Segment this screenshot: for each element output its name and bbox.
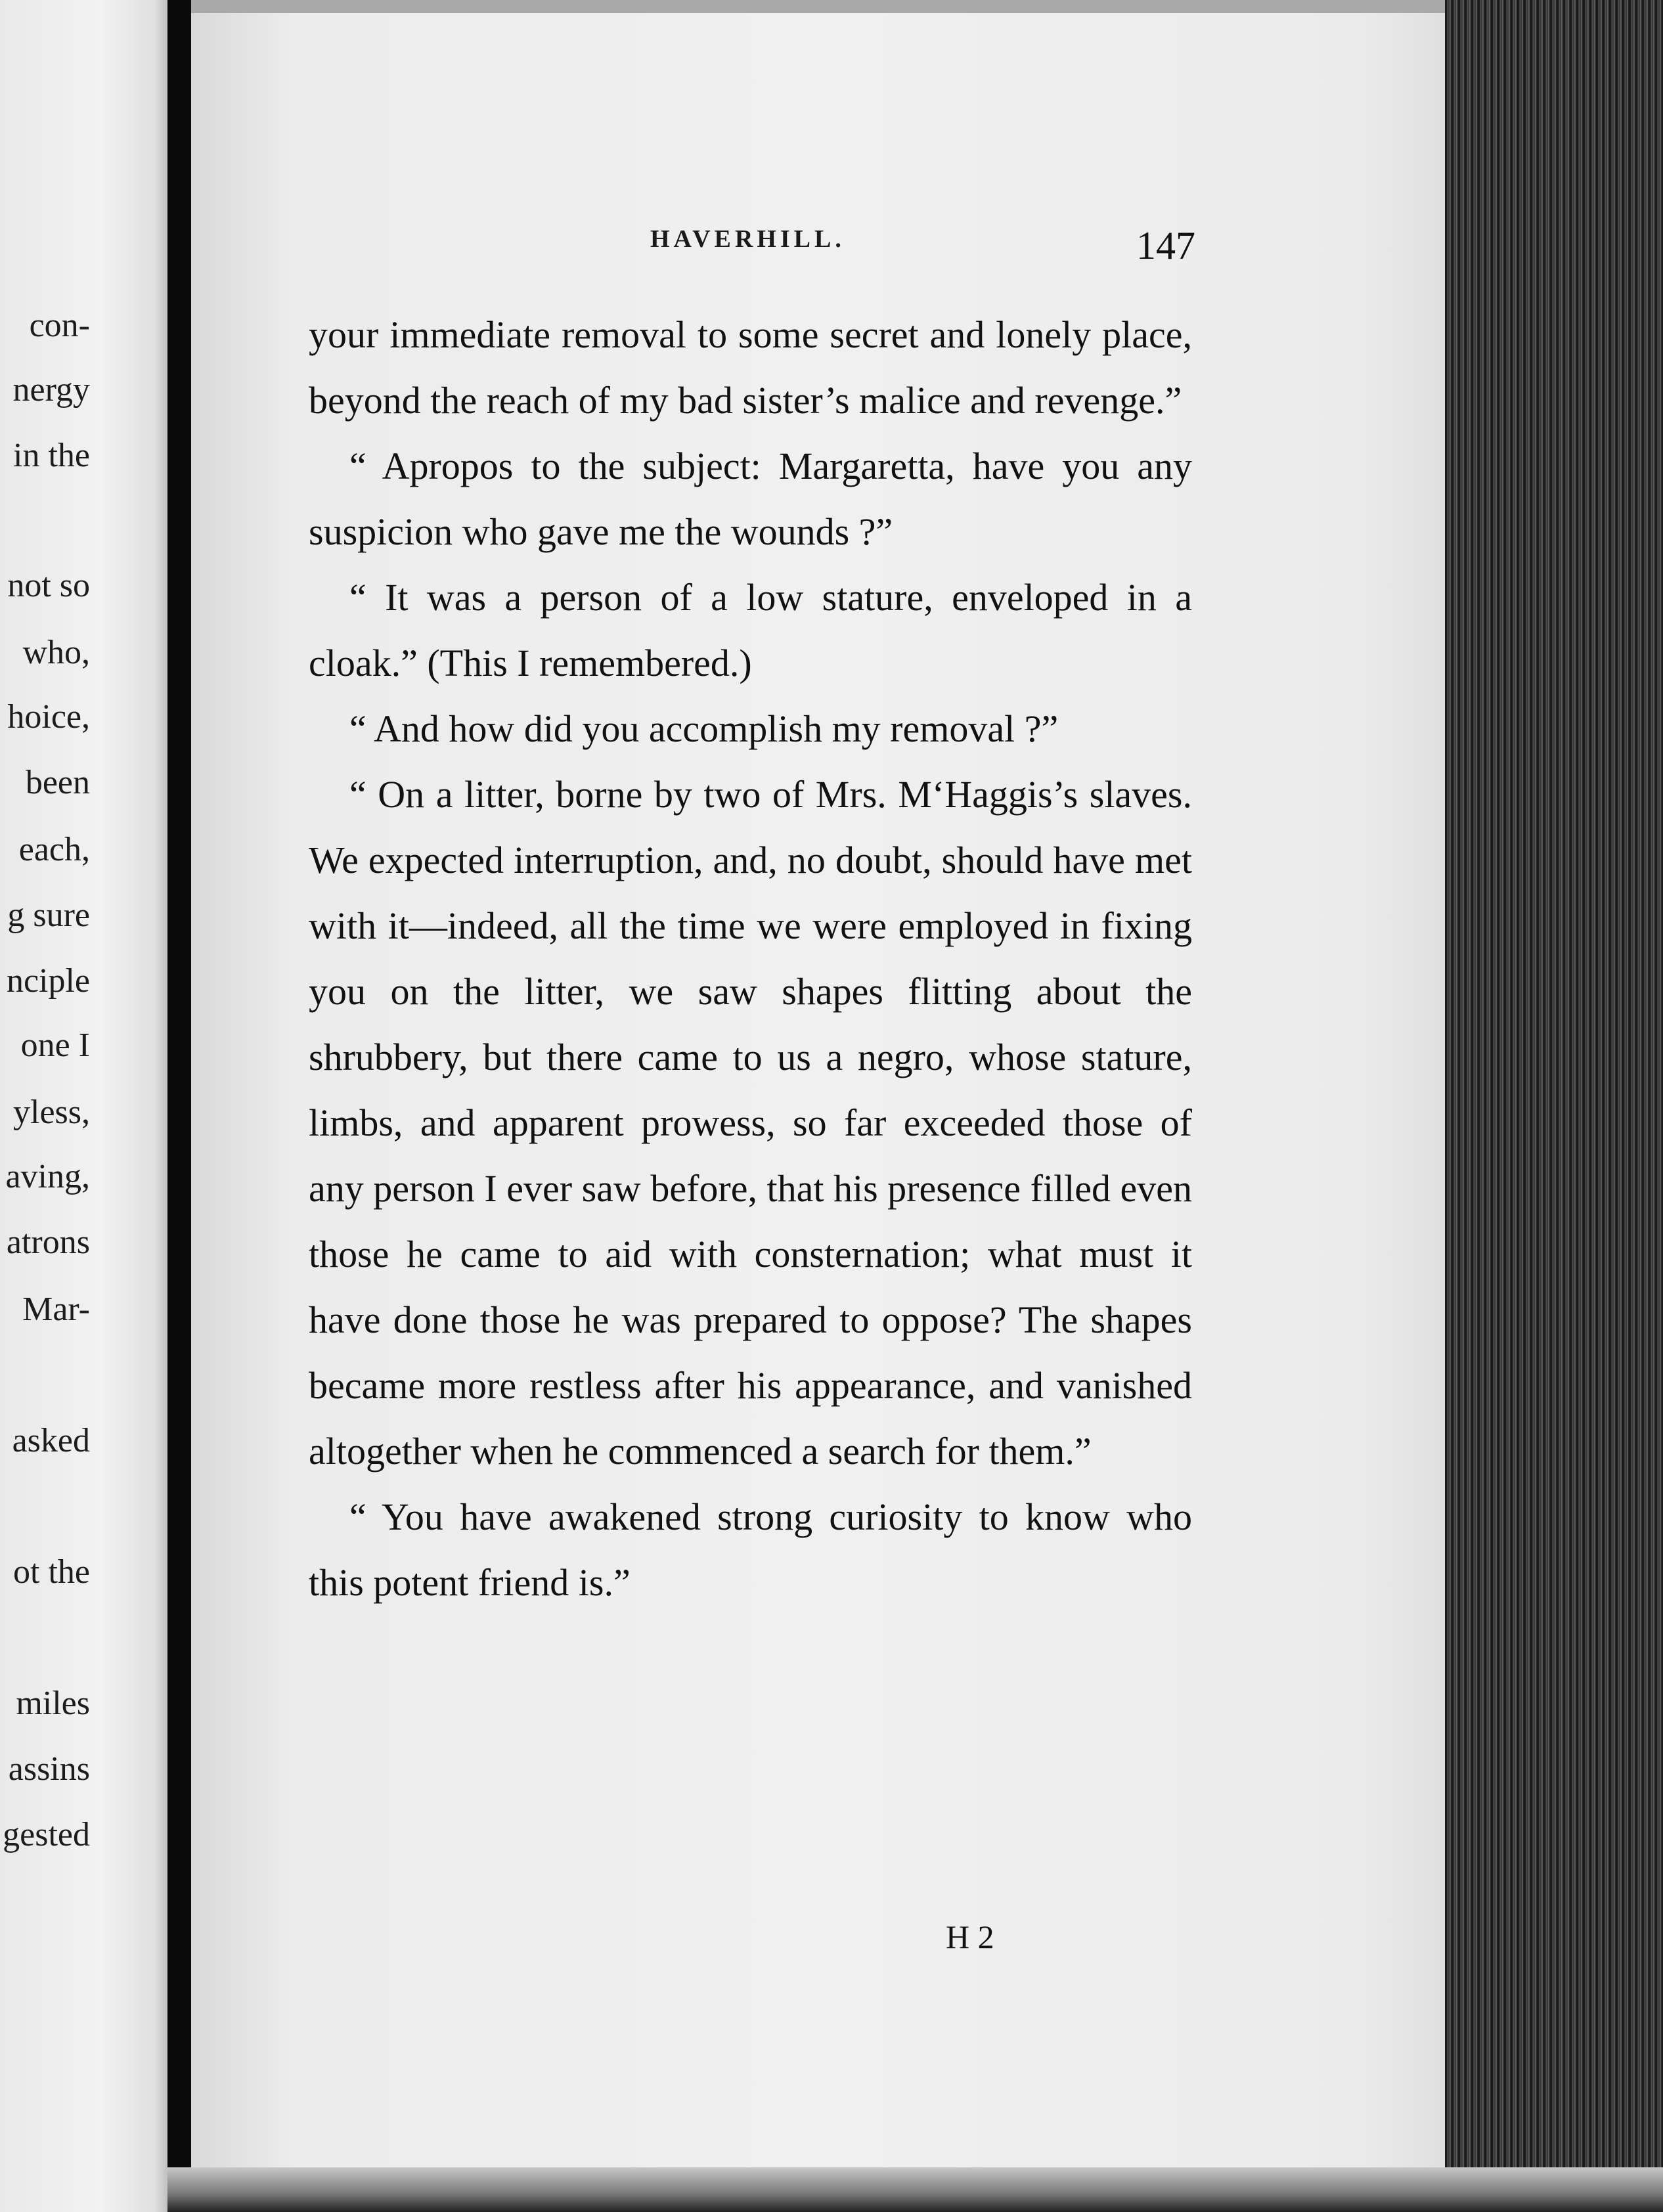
paragraph: “ Apropos to the subject: Margaretta, have you any suspicion who gave me the wounds ?” (309, 445, 1192, 553)
left-fragment: in the (13, 437, 90, 474)
scan-bottom-edge (167, 2167, 1663, 2212)
left-fragment: assins (8, 1750, 90, 1788)
left-fragment: g sure (7, 896, 90, 934)
signature-mark: H 2 (946, 1918, 994, 1955)
left-fragment: miles (16, 1685, 90, 1722)
left-fragment: con- (29, 307, 90, 344)
running-head: HAVERHILL. (650, 225, 845, 253)
left-fragment: been (25, 764, 90, 801)
left-fragment: nciple (6, 962, 90, 1000)
binding-gutter (167, 0, 191, 2212)
left-fragment: atrons (6, 1224, 90, 1261)
paragraph: “ You have awakened strong curiosity to know who this potent friend is.” (309, 1495, 1192, 1604)
paragraph: “ And how did you accomplish my removal ?” (349, 707, 1059, 750)
paragraph: “ On a litter, borne by two of Mrs. M‘Haggis’s slaves. We expected interruption, and, no doubt, should have met with it—indeed, all the time we were employed in fixing you on the litter, we saw shapes flitting about the shrubbery, but there came to us a negro, whose stature, limbs, and apparent prowess, so far exceeded those of any person I ever saw before, that his presence filled even those he came to aid with consternation; what must it have done those he was prepared to oppose? The shapes became more restless after his appearance, and vanished altogether when he commenced a search for them.” (309, 773, 1192, 1472)
paragraph: “ It was a person of a low stature, enveloped in a cloak.” (This I remembered.) (309, 576, 1192, 684)
left-fragment: each, (18, 831, 90, 868)
left-fragment: yless, (13, 1094, 90, 1131)
left-fragment: not so (7, 567, 90, 604)
left-page-fragment (0, 0, 167, 2212)
left-fragment: one I (20, 1027, 90, 1064)
left-fragment: asked (12, 1422, 90, 1459)
left-fragment: aving, (5, 1158, 90, 1195)
left-fragment: ot the (13, 1553, 90, 1591)
left-fragment: hoice, (7, 698, 90, 736)
left-fragment: Mar- (22, 1291, 90, 1328)
left-fragment: nergy (12, 371, 90, 409)
left-fragment: who, (22, 634, 90, 671)
page-number: 147 (1136, 224, 1195, 267)
left-fragment: gested (3, 1816, 90, 1853)
paragraph: your immediate removal to some secret and lonely place, beyond the reach of my bad sister’s malice and revenge.” (309, 313, 1192, 422)
scan-top-edge (191, 0, 1465, 13)
body-text (309, 302, 1192, 1616)
page-edges-stack (1445, 0, 1663, 2212)
